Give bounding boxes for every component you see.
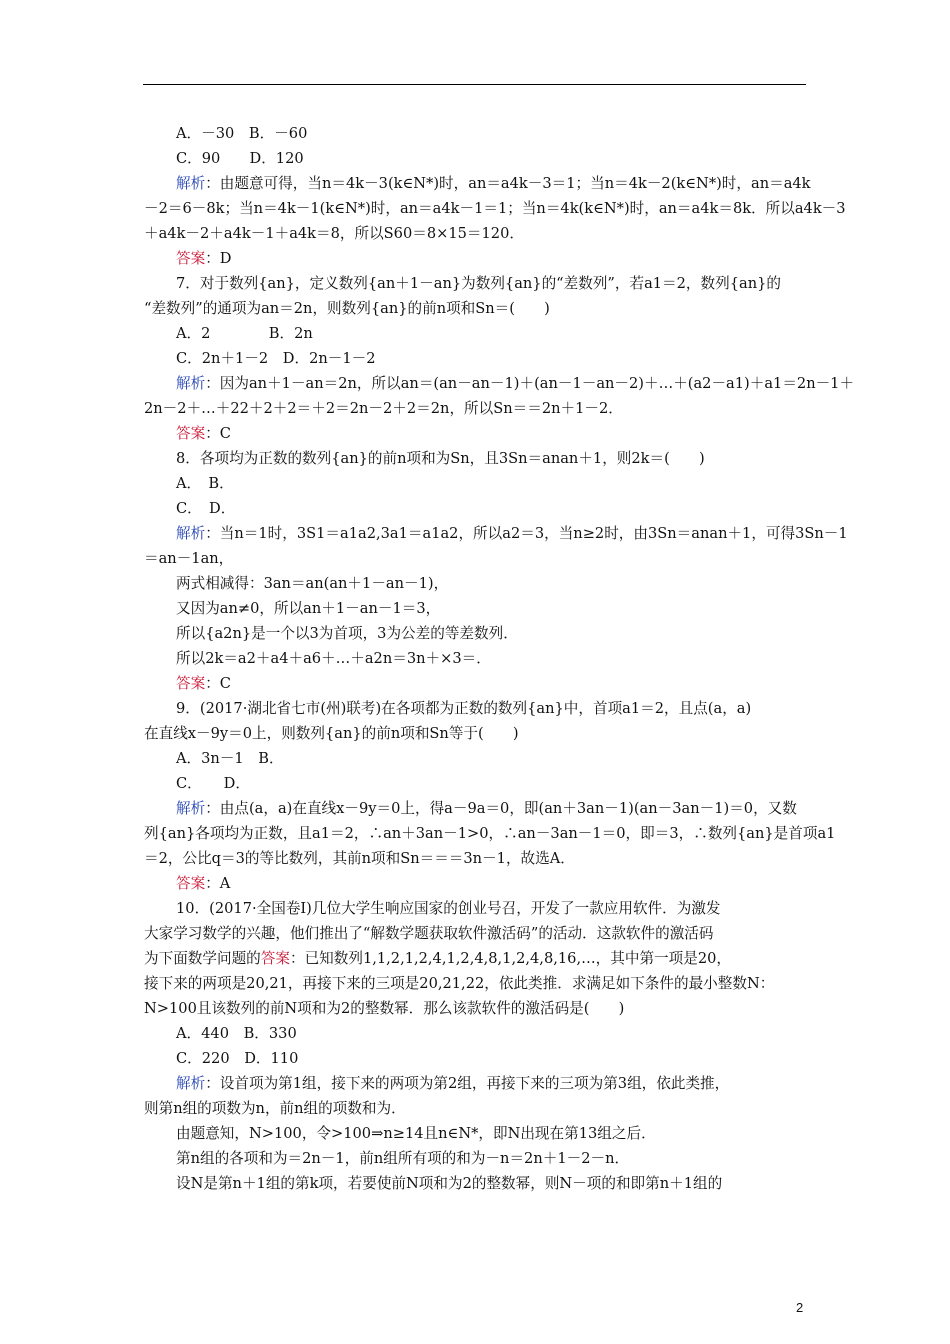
answer-label: 答案 xyxy=(176,425,206,442)
text-segment: 2n－2＋…＋22＋2＋2＝＋2＝2n－2＋2＝2n，所以Sn＝＝2n＋1－2． xyxy=(144,400,623,417)
text-segment: A．440 B．330 xyxy=(176,1025,297,1042)
text-line xyxy=(176,699,840,719)
text-line xyxy=(176,1149,840,1169)
text-segment: ：由点(a，a)在直线x－9y＝0上，得a－9a＝0，即(an＋3an－1)(an－3an－1)＝0，又数 xyxy=(205,800,797,817)
text-line xyxy=(176,1049,840,1069)
text-line xyxy=(176,324,840,344)
header-rule xyxy=(143,84,806,85)
analysis-label: 解析 xyxy=(176,800,206,817)
text-segment: A．2 B．2n xyxy=(176,325,313,342)
text-line xyxy=(176,274,840,294)
text-segment: 则第n组的项数为n，前n组的项数和为． xyxy=(144,1100,406,1117)
text-line xyxy=(144,199,846,219)
text-line xyxy=(176,1024,840,1044)
text-segment: C．90 D．120 xyxy=(176,150,304,167)
text-line xyxy=(144,849,808,869)
text-segment: ＝an－1an， xyxy=(144,550,234,567)
text-segment: ：D xyxy=(205,250,232,267)
text-line xyxy=(144,949,808,969)
text-segment: 接下来的两项是20,21，再接下来的三项是20,21,22，依此类推．求满足如下条件的最小整数N： xyxy=(144,975,775,992)
text-segment: C．2n＋1－2 D．2n－1－2 xyxy=(176,350,376,367)
text-segment: 7．对于数列{an}，定义数列{an＋1－an}为数列{an}的“差数列”，若a1＝2，数列{an}的 xyxy=(176,275,781,292)
text-segment: 10．(2017·全国卷Ⅰ)几位大学生响应国家的创业号召，开发了一款应用软件．为激发 xyxy=(176,900,721,917)
text-line xyxy=(176,474,840,494)
text-segment: 所以2k＝a2＋a4＋a6＋…＋a2n＝3n＋×3＝． xyxy=(176,650,491,667)
text-line xyxy=(144,924,808,944)
text-line xyxy=(176,1174,840,1194)
text-line xyxy=(176,799,840,819)
text-line xyxy=(144,224,808,244)
text-line xyxy=(176,249,840,269)
text-segment: 列{an}各项均为正数，且a1＝2，∴an＋3an－1>0，∴an－3an－1＝0，即＝3，∴数列{an}是首项a1 xyxy=(144,825,836,842)
text-line xyxy=(144,824,836,844)
text-segment: ：A xyxy=(205,875,231,892)
text-segment: 两式相减得：3an＝an(an＋1－an－1)， xyxy=(176,575,449,592)
text-line xyxy=(176,374,855,394)
text-line xyxy=(176,149,840,169)
text-line xyxy=(176,124,840,144)
text-line xyxy=(144,299,808,319)
text-line xyxy=(176,874,840,894)
text-line xyxy=(176,424,840,444)
text-segment: 在直线x－9y＝0上，则数列{an}的前n项和Sn等于( ) xyxy=(144,725,519,742)
text-segment: ：已知数列1,1,2,1,2,4,1,2,4,8,1,2,4,8,16,…，其中第一项是20， xyxy=(289,950,731,967)
text-segment: A． B． xyxy=(176,475,234,492)
text-segment: 所以{a2n}是一个以3为首项，3为公差的等差数列． xyxy=(176,625,518,642)
text-line xyxy=(176,1124,840,1144)
page-number: 2 xyxy=(796,1300,804,1315)
analysis-label: 解析 xyxy=(176,375,206,392)
text-segment: “差数列”的通项为an＝2n，则数列{an}的前n项和Sn＝( ) xyxy=(144,300,550,317)
analysis-label: 解析 xyxy=(176,525,206,542)
text-line xyxy=(176,574,840,594)
text-line xyxy=(176,174,840,194)
answer-label: 答案 xyxy=(260,950,290,967)
text-segment: ：设首项为第1组，接下来的两项为第2组，再接下来的三项为第3组，依此类推， xyxy=(205,1075,730,1092)
text-line xyxy=(144,999,808,1019)
text-segment: C．220 D．110 xyxy=(176,1050,299,1067)
text-segment: C． D． xyxy=(176,500,236,517)
text-line xyxy=(176,524,848,544)
text-segment: A．3n－1 B． xyxy=(176,750,284,767)
text-line xyxy=(176,899,840,919)
text-segment: ：因为an＋1－an＝2n，所以an＝(an－an－1)＋(an－1－an－2)＋…＋(a2－a1)＋a1＝2n－1＋ xyxy=(205,375,855,392)
text-segment: 由题意知，N>100，令>100⇒n≥14且n∈N*，即N出现在第13组之后． xyxy=(176,1125,656,1142)
text-segment: ＝2，公比q＝3的等比数列，其前n项和Sn＝＝＝3n－1，故选A． xyxy=(144,850,575,867)
text-line xyxy=(176,649,840,669)
text-segment: ：当n＝1时，3S1＝a1a2,3a1＝a1a2，所以a2＝3，当n≥2时，由3Sn＝anan＋1，可得3Sn－1 xyxy=(205,525,848,542)
text-segment: 又因为an≠0，所以an＋1－an－1＝3， xyxy=(176,600,441,617)
analysis-label: 解析 xyxy=(176,175,206,192)
text-segment: N>100且该数列的前N项和为2的整数幂．那么该款软件的激活码是( ) xyxy=(144,1000,625,1017)
text-line xyxy=(176,749,840,769)
text-segment: 为下面数学问题的 xyxy=(144,950,261,967)
text-line xyxy=(176,624,840,644)
answer-label: 答案 xyxy=(176,875,206,892)
text-line xyxy=(176,599,840,619)
text-line xyxy=(144,549,808,569)
text-segment: 设N是第n＋1组的第k项，若要使前N项和为2的整数幂，则N－项的和即第n＋1组的 xyxy=(176,1175,723,1192)
text-line xyxy=(176,349,840,369)
text-line xyxy=(144,724,808,744)
text-segment: －2＝6－8k；当n＝4k－1(k∈N*)时，an＝a4k－1＝1；当n＝4k(k∈N*)时，an＝a4k＝8k．所以a4k－3 xyxy=(144,200,846,217)
text-segment: A．－30 B．－60 xyxy=(176,125,308,142)
text-line xyxy=(176,1074,840,1094)
answer-label: 答案 xyxy=(176,250,206,267)
text-segment: 9．(2017·湖北省七市(州)联考)在各项都为正数的数列{an}中，首项a1＝2，且点(a，a) xyxy=(176,700,752,717)
analysis-label: 解析 xyxy=(176,1075,206,1092)
text-segment: ：C xyxy=(205,425,231,442)
text-line xyxy=(176,499,840,519)
text-segment: ：C xyxy=(205,675,231,692)
text-segment: 大家学习数学的兴趣，他们推出了“解数学题获取软件激活码”的活动．这款软件的激活码 xyxy=(144,925,714,942)
text-line xyxy=(144,1099,808,1119)
text-line xyxy=(144,974,808,994)
text-line xyxy=(176,674,840,694)
text-line xyxy=(176,774,840,794)
text-segment: C． D． xyxy=(176,775,250,792)
text-segment: 第n组的各项和为＝2n－1，前n组所有项的和为－n＝2n＋1－2－n． xyxy=(176,1150,630,1167)
text-line xyxy=(176,449,840,469)
text-segment: ：由题意可得，当n＝4k－3(k∈N*)时，an＝a4k－3＝1；当n＝4k－2(k∈N*)时，an＝a4k xyxy=(205,175,811,192)
text-segment: 8．各项均为正数的数列{an}的前n项和为Sn，且3Sn＝anan＋1，则2k＝( ) xyxy=(176,450,705,467)
text-line xyxy=(144,399,808,419)
text-segment: ＋a4k－2＋a4k－1＋a4k＝8，所以S60＝8×15＝120． xyxy=(144,225,524,242)
answer-label: 答案 xyxy=(176,675,206,692)
